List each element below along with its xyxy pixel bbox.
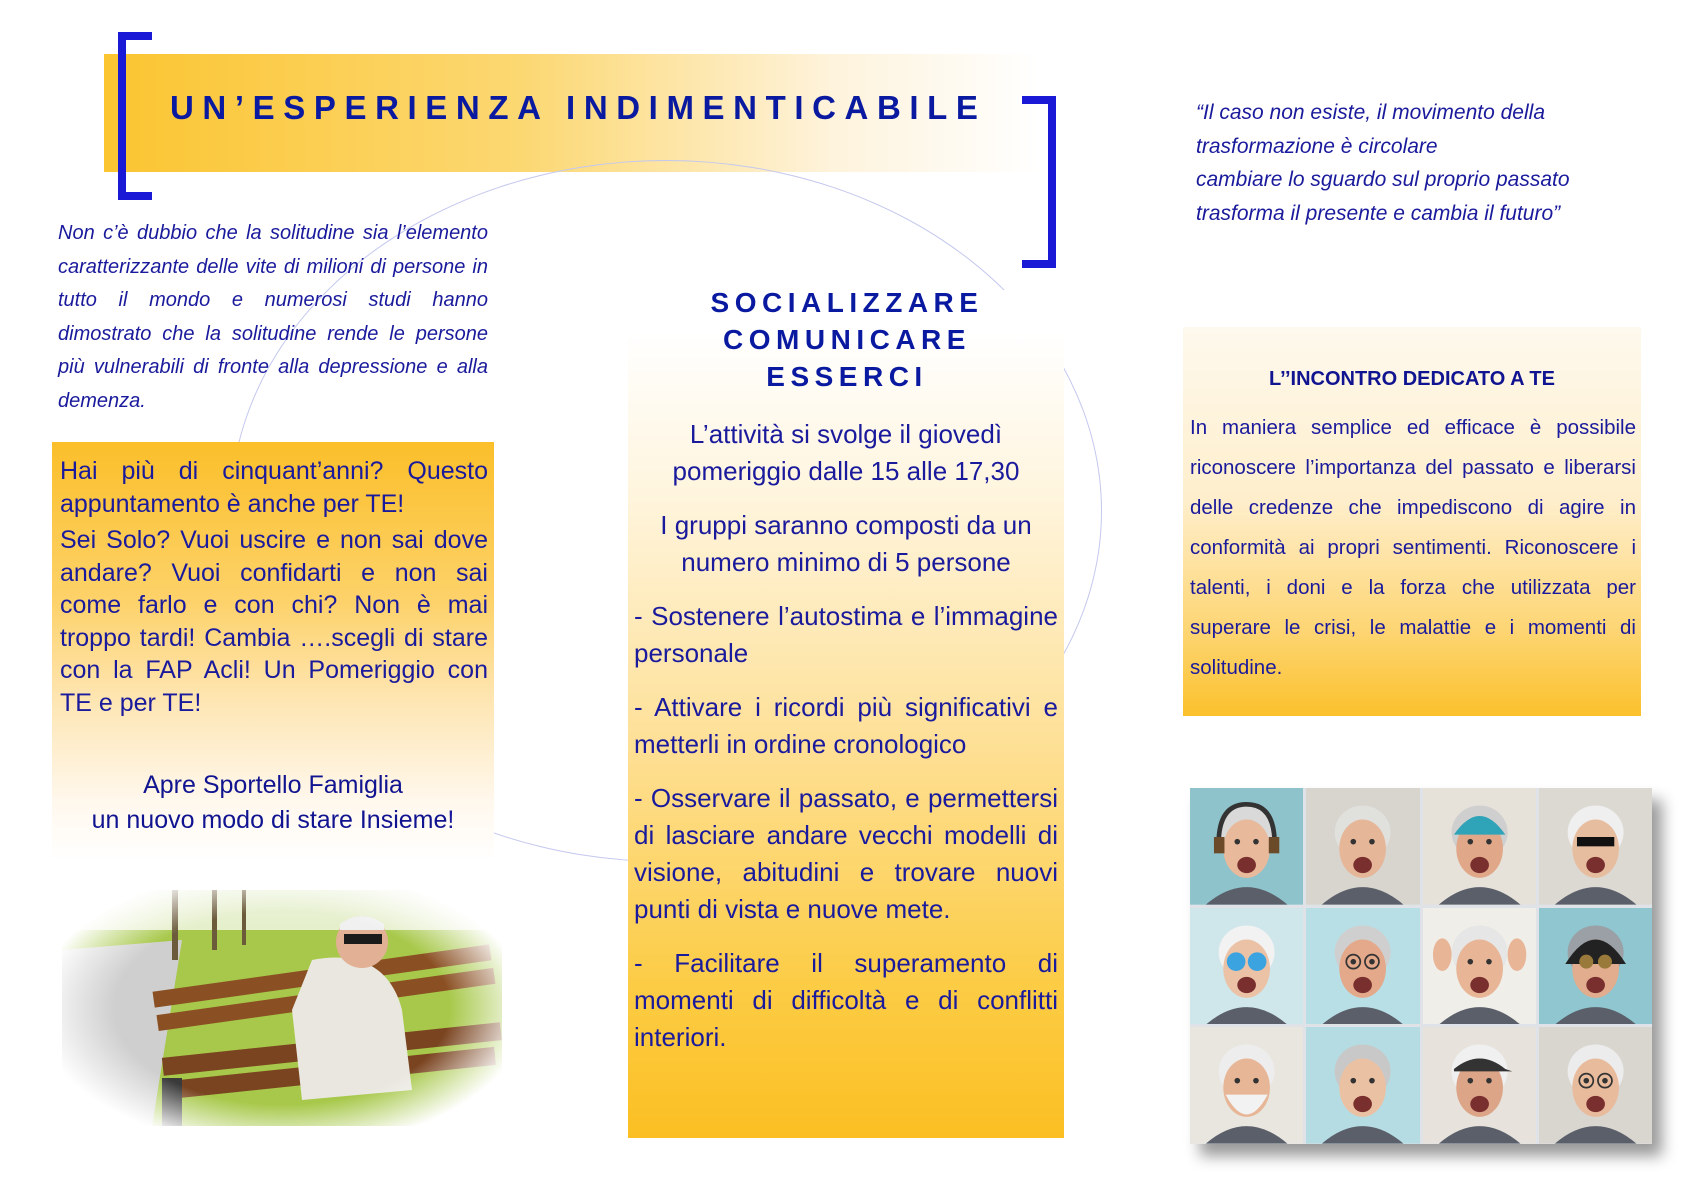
face-portrait-icon: [1539, 1027, 1652, 1144]
cta-line-2-text: un nuovo modo di stare Insieme: [91, 806, 448, 834]
bullet-item: - Sostenere l’autostima e l’immagine personale: [634, 601, 1058, 668]
quote-line: cambiare lo sguardo sul proprio passato: [1196, 168, 1570, 191]
groups-text: I gruppi saranno composti da un numero minimo di 5 persone: [660, 510, 1032, 577]
quote-line: “Il caso non esiste, il movimento della: [1196, 101, 1545, 124]
cta-line-1: Apre Sportello Famiglia: [143, 771, 403, 799]
face-photo: [1190, 788, 1303, 905]
schedule-text: L’attività si svolge il giovedì pomeriggio dalle 15 alle 17,30: [672, 419, 1020, 486]
bullet-item: - Osservare il passato, e permettersi di lasciare andare vecchi modelli di visione, abitudini e trovare nuovi punti di vista e nuove mete.: [634, 783, 1058, 924]
bullet-item: - Facilitare il superamento di momenti di difficoltà e di conflitti interiori.: [634, 948, 1058, 1052]
face-photo: [1423, 788, 1536, 905]
bench-photo: [62, 890, 502, 1126]
face-portrait-icon: [1190, 1027, 1303, 1144]
left-question-1: Hai più di cinquant’anni? Questo appuntamento è anche per TE!: [60, 457, 488, 518]
center-heading-line: COMUNICARE: [723, 324, 971, 355]
face-photo: [1423, 1027, 1536, 1144]
left-box-text: [60, 455, 488, 719]
intro-paragraph: Non c’è dubbio che la solitudine sia l’elemento caratterizzante delle vite di milioni di persone in tutto il mondo e numerosi studi hanno dimostrato che la solitudine rende le persone più vulnerabili di fronte alla depressione e alla demenza.: [58, 222, 488, 412]
faces-photo-grid: [1190, 788, 1652, 1144]
face-photo: [1539, 908, 1652, 1025]
face-portrait-icon: [1306, 788, 1419, 905]
page-title: UN’ESPERIENZA INDIMENTICABILE: [170, 89, 987, 126]
face-portrait-icon: [1539, 788, 1652, 905]
center-heading-line: SOCIALIZZARE: [710, 287, 984, 318]
right-bracket-decoration: [1022, 96, 1056, 268]
quote-line: trasformazione è circolare: [1196, 134, 1438, 158]
face-portrait-icon: [1306, 908, 1419, 1025]
bench-photo-illustration: [62, 890, 502, 1126]
left-bracket-decoration: [118, 32, 152, 200]
face-photo: [1306, 908, 1419, 1025]
face-portrait-icon: [1539, 908, 1652, 1025]
right-box-title: L’’INCONTRO DEDICATO A TE: [1269, 368, 1555, 390]
face-photo: [1423, 908, 1536, 1025]
face-portrait-icon: [1423, 1027, 1536, 1144]
right-box-text: In maniera semplice ed efficace è possibile riconoscere l’importanza del passato e liberarsi delle credenze che impediscono di agire in conformità ai propri sentimenti. Riconoscere i talenti, i doni e la forza che utilizzata per superare le crisi, le malattie e i momenti di solitudine.: [1190, 416, 1636, 679]
center-body: [634, 416, 1058, 1073]
cta-exclamation: !: [447, 806, 455, 834]
face-portrait-icon: [1190, 788, 1303, 905]
face-portrait-icon: [1190, 908, 1303, 1025]
face-portrait-icon: [1306, 1027, 1419, 1144]
quote: [1196, 96, 1656, 230]
center-heading: [640, 284, 1054, 395]
face-photo: [1190, 1027, 1303, 1144]
face-portrait-icon: [1423, 788, 1536, 905]
face-photo: [1306, 788, 1419, 905]
face-photo: [1306, 1027, 1419, 1144]
center-heading-line: ESSERCI: [766, 361, 928, 392]
face-photo: [1539, 788, 1652, 905]
cta-line-2: [54, 803, 492, 838]
quote-line: trasforma il presente e cambia il futuro”: [1196, 201, 1561, 225]
face-photo: [1190, 908, 1303, 1025]
face-portrait-icon: [1423, 908, 1536, 1025]
left-question-2: Sei Solo? Vuoi uscire e non sai dove andare? Vuoi confidarti e non sai come farlo e con chi? Non è mai troppo tardi! Cambia ….scegli di stare con la FAP Acli! Un Pomeriggio con TE e per TE!: [60, 526, 488, 717]
left-cta: [54, 768, 492, 838]
bullet-item: - Attivare i ricordi più significativi e metterli in ordine cronologico: [634, 692, 1058, 759]
face-photo: [1539, 1027, 1652, 1144]
